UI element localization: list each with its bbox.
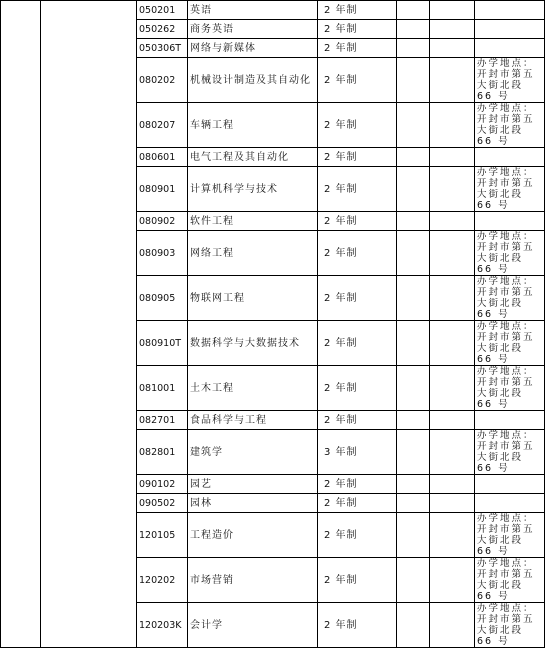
major-code-cell: 080901	[137, 167, 188, 212]
major-name-cell: 软件工程	[188, 212, 318, 231]
note-cell: 办学地点：开封市第五大街北段 66 号	[475, 430, 545, 475]
empty-cell	[430, 558, 475, 603]
major-code-cell: 080905	[137, 276, 188, 321]
duration-text: 2 年制	[324, 337, 358, 349]
major-name-cell: 数据科学与大数据技术	[188, 321, 318, 366]
duration-text: 2 年制	[324, 74, 358, 86]
empty-cell	[397, 411, 430, 430]
duration-cell	[318, 1, 397, 20]
major-name-cell: 会计学	[188, 603, 318, 648]
major-code-cell: 080202	[137, 58, 188, 103]
duration-text: 2 年制	[324, 151, 358, 163]
merged-category-cell	[1, 1, 41, 648]
major-name-cell: 工程造价	[188, 513, 318, 558]
duration-text: 2 年制	[324, 247, 358, 259]
empty-cell	[397, 167, 430, 212]
note-cell: 办学地点：开封市第五大街北段 66 号	[475, 366, 545, 411]
empty-cell	[430, 513, 475, 558]
major-code-cell: 082701	[137, 411, 188, 430]
empty-cell	[397, 321, 430, 366]
empty-cell	[430, 366, 475, 411]
major-name-cell: 电气工程及其自动化	[188, 148, 318, 167]
major-code-cell: 080910T	[137, 321, 188, 366]
majors-table-body	[1, 1, 545, 648]
empty-cell	[397, 39, 430, 58]
duration-text: 2 年制	[324, 382, 358, 394]
note-cell	[475, 475, 545, 494]
empty-cell	[430, 148, 475, 167]
major-code-cell: 081001	[137, 366, 188, 411]
empty-cell	[430, 103, 475, 148]
duration-text: 2 年制	[324, 574, 358, 586]
duration-cell	[318, 411, 397, 430]
empty-cell	[430, 321, 475, 366]
duration-cell	[318, 103, 397, 148]
major-code-cell: 082801	[137, 430, 188, 475]
major-code-cell: 080207	[137, 103, 188, 148]
empty-cell	[397, 58, 430, 103]
empty-cell	[430, 494, 475, 513]
empty-cell	[397, 430, 430, 475]
merged-school-cell	[41, 1, 137, 648]
empty-cell	[397, 603, 430, 648]
major-name-cell: 计算机科学与技术	[188, 167, 318, 212]
duration-text: 2 年制	[324, 414, 358, 426]
empty-cell	[430, 1, 475, 20]
major-code-cell: 080601	[137, 148, 188, 167]
duration-cell	[318, 276, 397, 321]
duration-text: 2 年制	[324, 619, 358, 631]
note-cell	[475, 148, 545, 167]
duration-cell	[318, 558, 397, 603]
major-code-cell: 080902	[137, 212, 188, 231]
duration-cell	[318, 430, 397, 475]
duration-text: 2 年制	[324, 478, 358, 490]
duration-cell	[318, 212, 397, 231]
note-cell: 办学地点：开封市第五大街北段 66 号	[475, 231, 545, 276]
duration-text: 2 年制	[324, 119, 358, 131]
empty-cell	[430, 212, 475, 231]
note-cell: 办学地点：开封市第五大街北段 66 号	[475, 603, 545, 648]
duration-text: 2 年制	[324, 529, 358, 541]
duration-cell	[318, 39, 397, 58]
note-cell: 办学地点：开封市第五大街北段 66 号	[475, 167, 545, 212]
note-cell	[475, 411, 545, 430]
duration-text: 2 年制	[324, 292, 358, 304]
duration-cell	[318, 167, 397, 212]
major-name-cell: 英语	[188, 1, 318, 20]
note-cell	[475, 1, 545, 20]
major-name-cell: 建筑学	[188, 430, 318, 475]
empty-cell	[397, 494, 430, 513]
empty-cell	[397, 558, 430, 603]
major-code-cell: 120202	[137, 558, 188, 603]
empty-cell	[397, 20, 430, 39]
note-cell	[475, 494, 545, 513]
major-name-cell: 物联网工程	[188, 276, 318, 321]
note-cell: 办学地点：开封市第五大街北段 66 号	[475, 321, 545, 366]
note-cell: 办学地点：开封市第五大街北段 66 号	[475, 103, 545, 148]
empty-cell	[397, 276, 430, 321]
major-code-cell: 120203K	[137, 603, 188, 648]
note-cell: 办学地点：开封市第五大街北段 66 号	[475, 58, 545, 103]
major-code-cell: 120105	[137, 513, 188, 558]
empty-cell	[397, 103, 430, 148]
major-code-cell: 090102	[137, 475, 188, 494]
empty-cell	[430, 231, 475, 276]
major-code-cell: 050306T	[137, 39, 188, 58]
empty-cell	[397, 212, 430, 231]
major-name-cell: 园林	[188, 494, 318, 513]
major-name-cell: 机械设计制造及其自动化	[188, 58, 318, 103]
empty-cell	[430, 430, 475, 475]
duration-text: 2 年制	[324, 183, 358, 195]
note-cell: 办学地点：开封市第五大街北段 66 号	[475, 558, 545, 603]
major-code-cell: 050201	[137, 1, 188, 20]
empty-cell	[430, 276, 475, 321]
major-name-cell: 园艺	[188, 475, 318, 494]
duration-cell	[318, 231, 397, 276]
empty-cell	[430, 58, 475, 103]
duration-cell	[318, 494, 397, 513]
duration-text: 2 年制	[324, 42, 358, 54]
major-code-cell: 050262	[137, 20, 188, 39]
empty-cell	[430, 20, 475, 39]
duration-cell	[318, 58, 397, 103]
major-name-cell: 车辆工程	[188, 103, 318, 148]
major-name-cell: 网络与新媒体	[188, 39, 318, 58]
major-name-cell: 食品科学与工程	[188, 411, 318, 430]
duration-text: 2 年制	[324, 497, 358, 509]
table-row	[1, 1, 545, 20]
duration-cell	[318, 603, 397, 648]
note-cell	[475, 20, 545, 39]
duration-text: 3 年制	[324, 446, 358, 458]
note-cell: 办学地点：开封市第五大街北段 66 号	[475, 276, 545, 321]
duration-cell	[318, 20, 397, 39]
empty-cell	[430, 475, 475, 494]
duration-cell	[318, 475, 397, 494]
empty-cell	[430, 167, 475, 212]
empty-cell	[430, 39, 475, 58]
duration-cell	[318, 148, 397, 167]
major-code-cell: 090502	[137, 494, 188, 513]
duration-cell	[318, 366, 397, 411]
empty-cell	[397, 475, 430, 494]
empty-cell	[397, 148, 430, 167]
empty-cell	[397, 1, 430, 20]
major-name-cell: 商务英语	[188, 20, 318, 39]
duration-text: 2 年制	[324, 23, 358, 35]
note-cell	[475, 212, 545, 231]
empty-cell	[397, 513, 430, 558]
duration-cell	[318, 321, 397, 366]
duration-text: 2 年制	[324, 4, 358, 16]
empty-cell	[430, 411, 475, 430]
note-cell: 办学地点：开封市第五大街北段 66 号	[475, 513, 545, 558]
empty-cell	[430, 603, 475, 648]
empty-cell	[397, 366, 430, 411]
empty-cell	[397, 231, 430, 276]
major-name-cell: 网络工程	[188, 231, 318, 276]
major-code-cell: 080903	[137, 231, 188, 276]
major-name-cell: 土木工程	[188, 366, 318, 411]
duration-cell	[318, 513, 397, 558]
note-cell	[475, 39, 545, 58]
major-name-cell: 市场营销	[188, 558, 318, 603]
duration-text: 2 年制	[324, 215, 358, 227]
